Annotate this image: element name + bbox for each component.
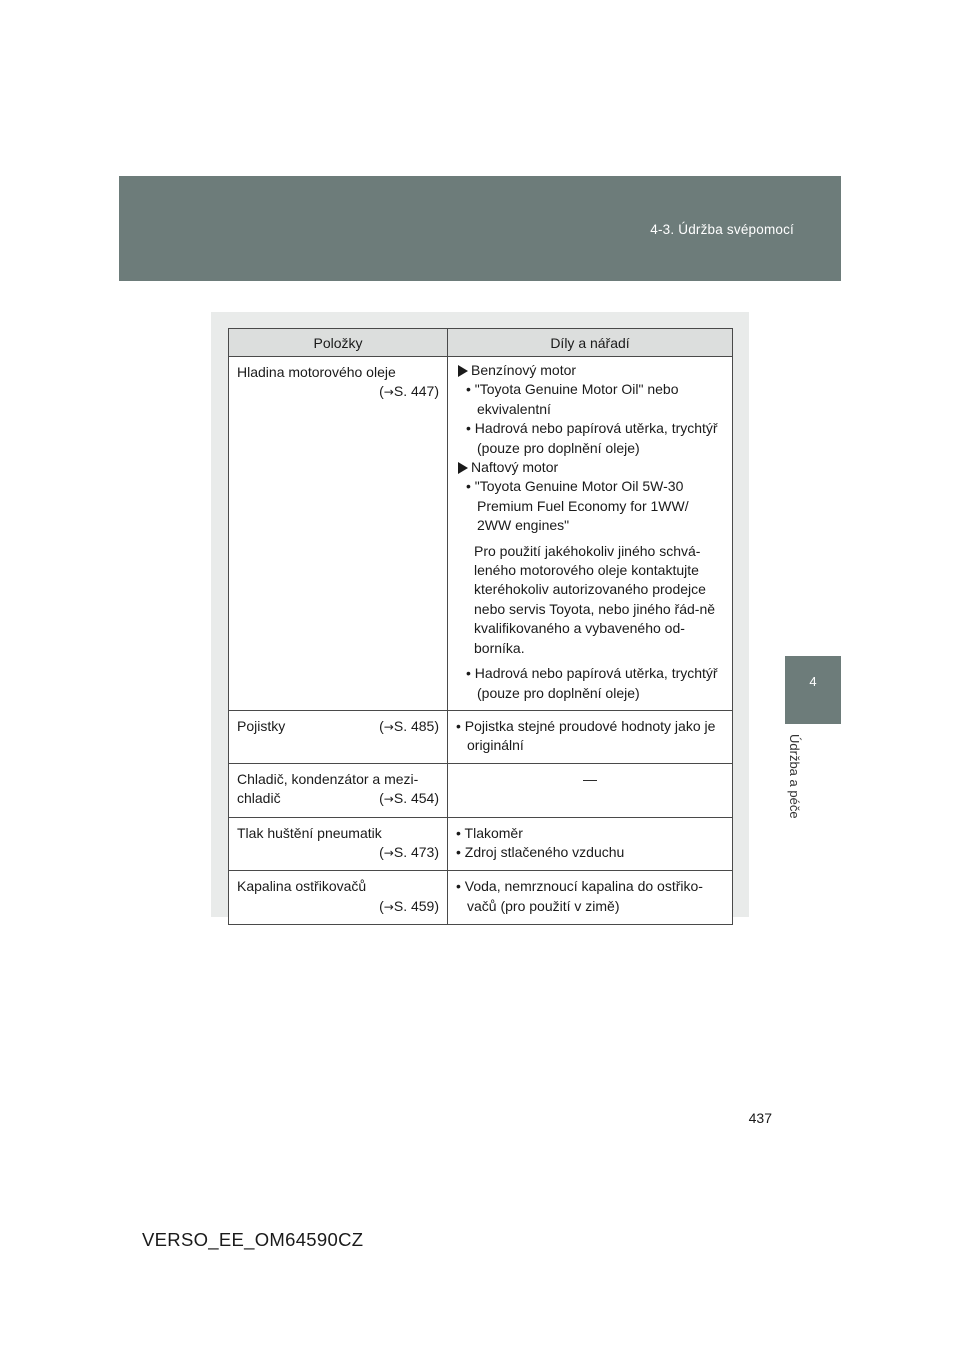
washer-item-cell: [229, 871, 448, 925]
oil-item-cell: [229, 357, 448, 711]
radiator-item-line2: chladič: [237, 790, 281, 807]
table-row-oil: [229, 357, 733, 711]
header-items: Položky: [229, 329, 448, 357]
washer-page-ref: (→S. 459): [379, 897, 439, 914]
table-row-radiator: [229, 763, 733, 817]
fuses-parts-cell: [448, 710, 733, 763]
header-band: [119, 176, 841, 281]
section-title: 4-3. Údržba svépomocí: [650, 222, 794, 237]
arrow-icon: →: [383, 385, 394, 400]
tire-parts-cell: [448, 817, 733, 871]
oil-page-ref: (→S. 447): [379, 383, 439, 400]
washer-item-label: Kapalina ostřikovačů: [237, 878, 367, 895]
header-parts: Díly a nářadí: [448, 329, 733, 357]
triangle-icon: [458, 462, 468, 474]
arrow-icon: →: [383, 792, 394, 807]
parts-table: [228, 328, 733, 925]
diesel-item-rag: • Hadrová nebo papírová utěrka, trychtýř (pouze pro doplnění oleje): [466, 665, 718, 701]
page-number: 437: [748, 1110, 772, 1126]
tire-item-label: Tlak huštění pneumatik: [237, 824, 382, 841]
radiator-parts-cell: [448, 763, 733, 817]
gasoline-item-oil: • "Toyota Genuine Motor Oil" nebo ekvivalentní: [466, 381, 679, 417]
document-code: VERSO_EE_OM64590CZ: [142, 1229, 364, 1250]
fuses-item-label: Pojistky: [237, 717, 286, 734]
fuses-item-cell: [229, 710, 448, 763]
diesel-item-oil: • "Toyota Genuine Motor Oil 5W-30 Premium Fuel Economy for 1WW/ 2WW engines": [466, 478, 689, 534]
fuses-parts: • Pojistka stejné proudové hodnoty jako je originální: [456, 717, 716, 754]
table-row-fuses: [229, 710, 733, 763]
diesel-note: Pro použití jakéhokoliv jiného schvá-leného motorového oleje kontaktujte kteréhokoliv autorizovaného prodejce nebo servis Toyota, nebo jiného řád-ně kvalifikovaného a vybaveného od-borníka.: [474, 542, 716, 656]
chapter-tab: [785, 656, 841, 724]
fuses-page-ref: (→S. 485): [379, 717, 439, 734]
diesel-heading: Naftový motor: [456, 458, 724, 477]
oil-parts-cell: [448, 357, 733, 711]
tire-parts-gauge: • Tlakoměr: [456, 824, 523, 841]
gasoline-heading: Benzínový motor: [456, 361, 724, 380]
parts-table-wrapper: [228, 328, 732, 925]
tire-page-ref: (→S. 473): [379, 843, 439, 860]
tire-item-cell: [229, 817, 448, 871]
chapter-number: 4: [809, 674, 817, 689]
radiator-item-line1: Chladič, kondenzátor a mezi-: [237, 770, 419, 787]
chapter-label: Údržba a péče: [787, 734, 802, 819]
gasoline-item-rag: • Hadrová nebo papírová utěrka, trychtýř (pouze pro doplnění oleje): [466, 420, 718, 456]
radiator-parts-dash: —: [583, 770, 597, 787]
triangle-icon: [458, 365, 468, 377]
table-row-tire: [229, 817, 733, 871]
arrow-icon: →: [383, 899, 394, 914]
arrow-icon: →: [383, 719, 394, 734]
chapter-label-container: [787, 734, 803, 864]
washer-parts: • Voda, nemrznoucí kapalina do ostřiko-vačů (pro použití v zimě): [456, 878, 703, 914]
radiator-item-cell: [229, 763, 448, 817]
arrow-icon: →: [383, 845, 394, 860]
washer-parts-cell: [448, 871, 733, 925]
table-row-washer: [229, 871, 733, 925]
oil-item-label: Hladina motorového oleje: [237, 364, 396, 380]
table-header-row: [229, 329, 733, 357]
tire-parts-air: • Zdroj stlačeného vzduchu: [456, 843, 625, 860]
radiator-page-ref: (→S. 454): [379, 790, 439, 807]
